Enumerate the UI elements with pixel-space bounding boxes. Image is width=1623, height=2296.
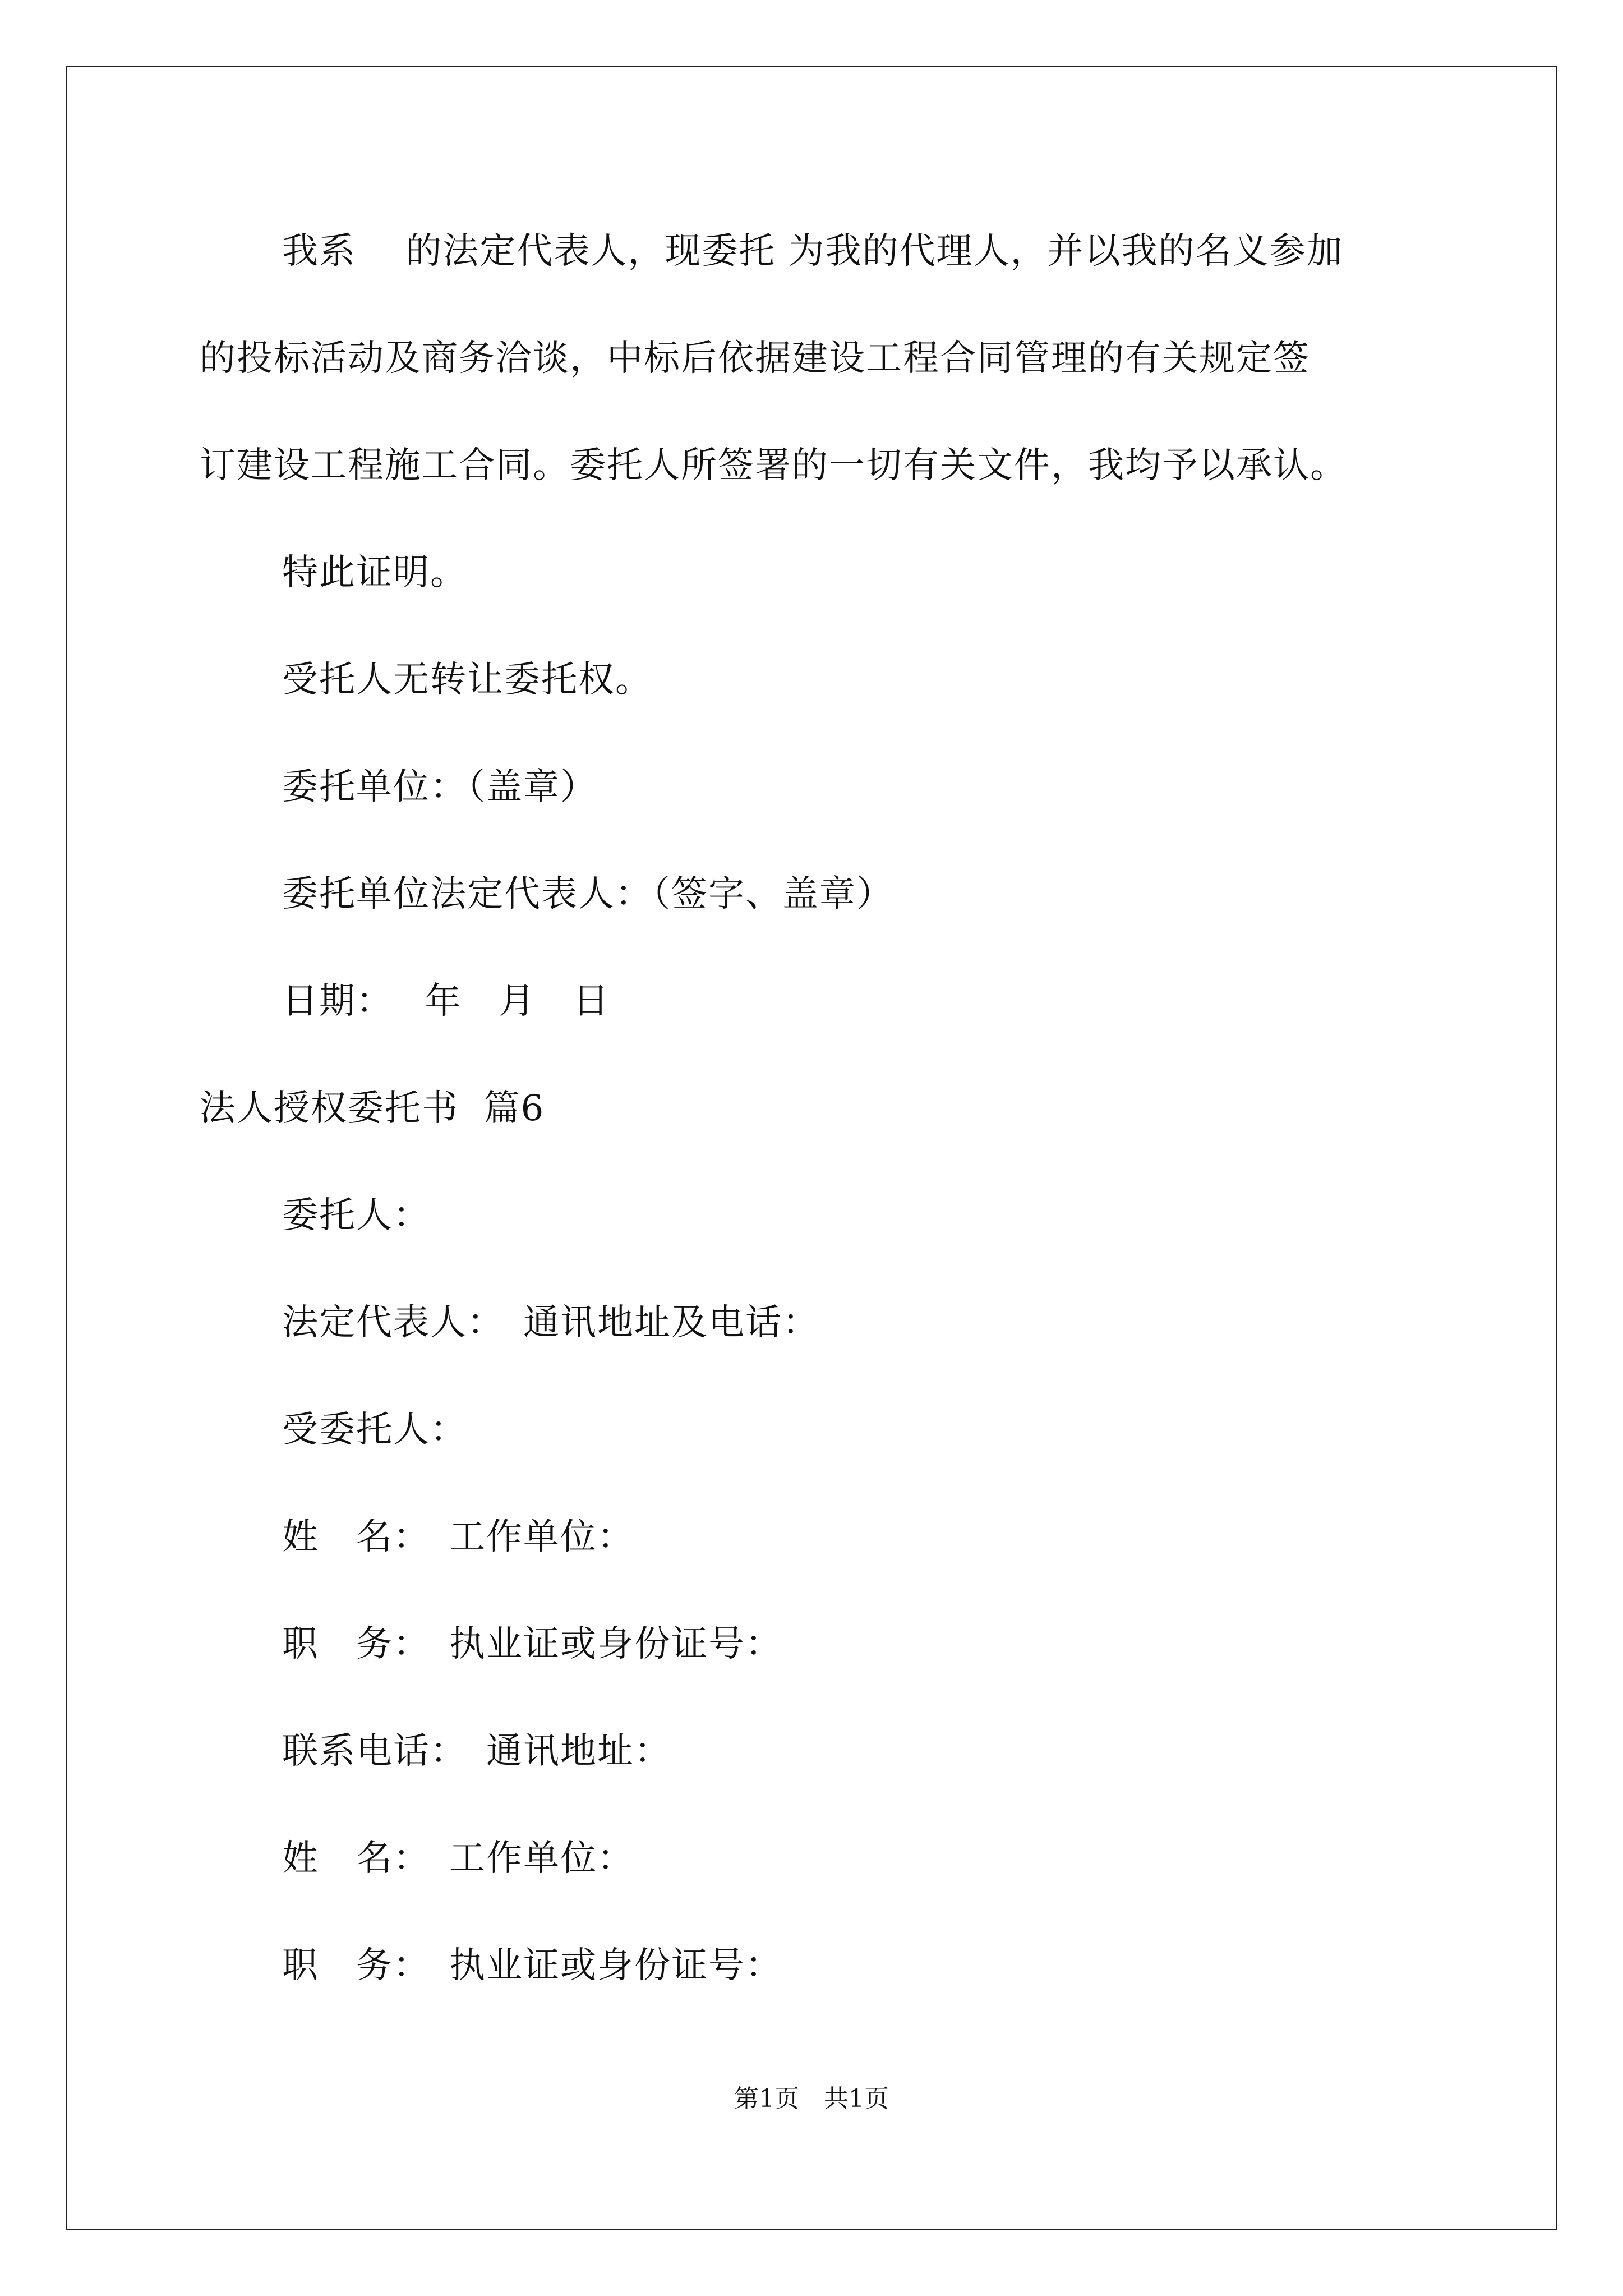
paragraph-line-3: 订建设工程施工合同。委托人所签署的一切有关文件，我均予以承认。 bbox=[200, 445, 1347, 486]
trustee-label: 受委托人： bbox=[282, 1409, 467, 1451]
entruster-label: 委托人： bbox=[282, 1195, 430, 1236]
page-number-footer: 第1页 共1页 bbox=[734, 2085, 889, 2113]
paragraph-line-1: 我系 的法定代表人，现委托 为我的代理人，并以我的名义参加 bbox=[282, 231, 1344, 272]
paragraph-line-2: 的投标活动及商务洽谈，中标后依据建设工程合同管理的有关规定签 bbox=[200, 338, 1310, 379]
page-border bbox=[66, 66, 1557, 2230]
legal-rep-contact-label: 法定代表人： 通讯地址及电话： bbox=[282, 1302, 819, 1343]
certify-text: 特此证明。 bbox=[282, 552, 467, 593]
date-label: 日期： 年 月 日 bbox=[282, 981, 610, 1022]
unit-legal-rep-label: 委托单位法定代表人：（签字、盖章） bbox=[282, 873, 893, 915]
entrusting-unit-label: 委托单位：（盖章） bbox=[282, 766, 597, 808]
name-work-unit-label-1: 姓 名： 工作单位： bbox=[282, 1516, 634, 1558]
name-work-unit-label-2: 姓 名： 工作单位： bbox=[282, 1838, 634, 1879]
phone-address-label: 联系电话： 通讯地址： bbox=[282, 1731, 671, 1772]
section-title: 法人授权委托书 篇6 bbox=[200, 1088, 545, 1129]
position-id-label-2: 职 务： 执业证或身份证号： bbox=[282, 1945, 782, 1986]
position-id-label-1: 职 务： 执业证或身份证号： bbox=[282, 1623, 782, 1665]
no-transfer-text: 受托人无转让委托权。 bbox=[282, 659, 652, 701]
